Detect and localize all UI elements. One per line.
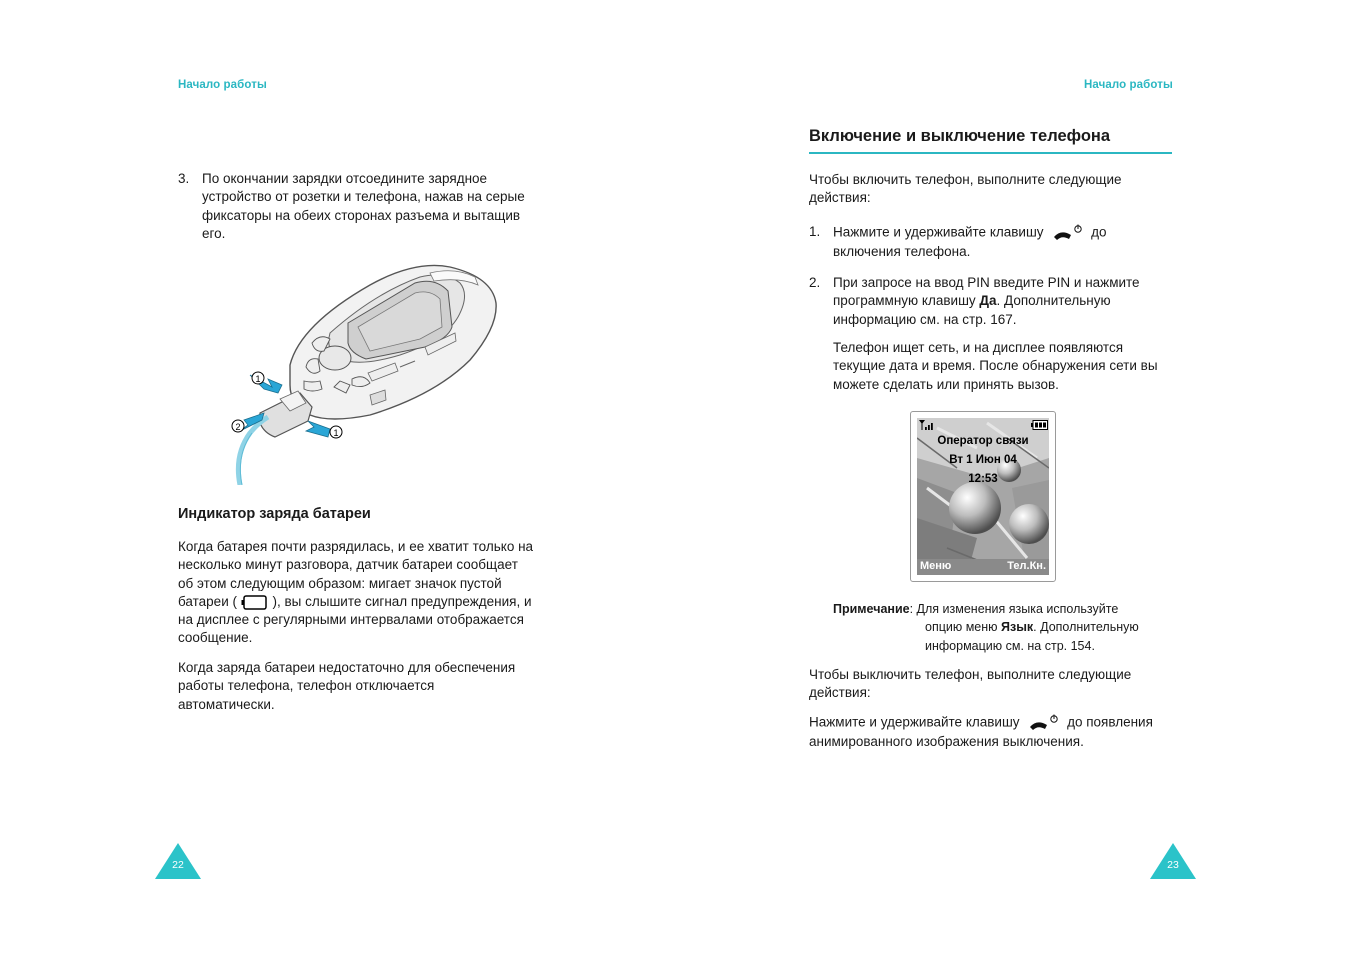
phone-idle-screen [910,411,1056,582]
signal-strength-icon [919,420,935,430]
phone-drawing [290,265,496,419]
callout-1-top [252,372,264,384]
power-end-key-icon [1027,713,1061,733]
step-1-number: 1. [809,224,821,239]
operator-name: Оператор связи [937,435,1029,447]
power-end-key-icon [1051,223,1085,243]
step-3-number: 3. [178,171,190,186]
soft-key-menu: Меню [920,560,952,572]
screen-display [917,418,1049,575]
page-number-left: 22 [172,859,184,871]
power-off-text: Нажмите и удерживайте клавишу до появления анимированного изображения выключения. [809,714,1153,749]
callout-2-label: 2 [235,422,241,432]
screen-date: Вт 1 Июн 04 [949,454,1017,466]
callout-1-bottom [330,426,342,438]
page-header-right: Начало работы [1084,79,1173,91]
charger-connector [238,391,312,485]
page-title: Включение и выключение телефона [809,127,1111,145]
callout-1-top-label: 1 [255,374,261,384]
step-2-text: При запросе на ввод PIN введите PIN и нажмите программную клавишу Да. Дополнительную информацию см. на стр. 167. [833,275,1140,327]
phone-charger-illustration [220,255,510,485]
step-1-text: Нажмите и удерживайте клавишу до включения телефона. [833,224,1107,259]
callout-2 [232,420,244,432]
power-on-intro: Чтобы включить телефон, выполните следующие действия: [809,172,1122,206]
note-block: Примечание: Для изменения языка используйте опцию меню Язык. Дополнительную информацию см. на стр. 154. [833,602,1139,653]
page-number-marker-right [1150,843,1196,879]
page-number-marker-left [155,843,201,879]
step-2-number: 2. [809,275,821,290]
step-3-text: По окончании зарядки отсоедините зарядное устройство от розетки и телефона, нажав на серые фиксаторы на обеих сторонах разъема и вытащив его. [202,171,525,241]
battery-paragraph-2: Когда заряда батареи недостаточно для обеспечения работы телефона, телефон отключается автоматически. [178,660,516,712]
callout-1-bottom-label: 1 [333,428,339,438]
battery-full-icon [1031,420,1048,430]
screen-time: 12:53 [968,473,998,485]
soft-key-bar [917,559,1049,575]
page-number-right: 23 [1167,859,1179,871]
soft-key-phonebook: Тел.Кн. [1007,560,1046,572]
power-off-intro: Чтобы выключить телефон, выполните следующие действия: [809,667,1132,701]
title-rule [809,152,1172,154]
page-header-left: Начало работы [178,79,267,91]
battery-heading: Индикатор заряда батареи [178,506,371,522]
empty-battery-icon [241,595,269,610]
note-label: Примечание [833,602,910,616]
step-2-note: Телефон ищет сеть, и на дисплее появляются текущие дата и время. После обнаружения сети вы можете сделать или принять вызов. [833,340,1158,392]
battery-paragraph-1: Когда батарея почти разрядилась, и ее хватит только на несколько минут разговора, датчик батареи сообщает об этом следующим образом: мигает значок пустой батареи ( ), вы слышите сигнал предупреждения, и на дисплее с регулярными интервалами отображается сообщение. [178,539,534,646]
battery-line-with-icon: батареи ( ), вы слышите сигнал предупреждения, и [178,593,532,609]
